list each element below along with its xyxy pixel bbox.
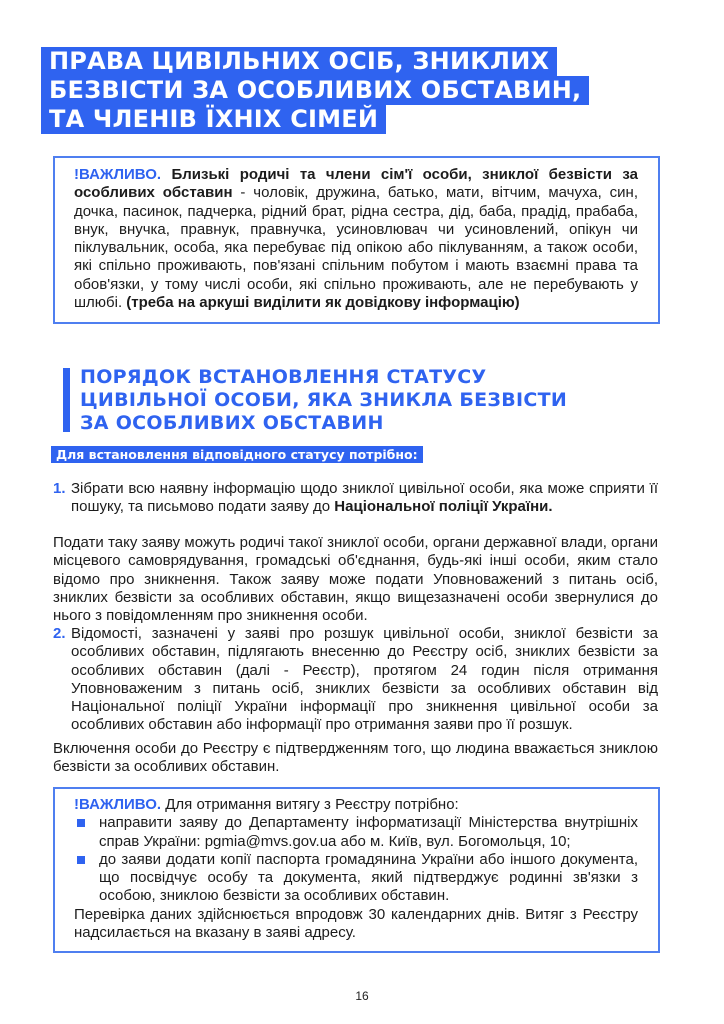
page-title: [41, 47, 589, 134]
notice-extract-footer: Перевірка даних здійснюється впродовж 30 календарних днів. Витяг з Реєстру надсилається на вказану в заяві адресу.: [74, 905, 638, 942]
bullet-square-icon: [77, 819, 85, 827]
page-title-line-1: ПРАВА ЦИВІЛЬНИХ ОСІБ, ЗНИКЛИХ: [41, 47, 557, 76]
numbered-item: [53, 480, 658, 517]
notice-family-text: [74, 166, 638, 312]
important-notice-family: [53, 156, 660, 324]
bullet-square-icon: [77, 856, 85, 864]
bullet-item: [74, 814, 638, 851]
notice-extract-intro-text: Для отримання витягу з Реєстру потрібно:: [161, 796, 459, 813]
step-text: Відомості, зазначені у заяві про розшук цивільної особи, зниклої безвісти за особливих обставин, підлягають внесенню до Реєстру осіб, зниклих безвісти за особливих обставин (далі - Реєстр), протягом 24 годин після отримання Уповноваженим з питань осіб, зниклих безвісти за особливих обставин від Національної поліції України інформації про зникнення цивільної особи за особливих обставин або інформації про отримання заяви про її розшук.: [71, 625, 658, 734]
bullet-text: направити заяву до Департаменту інформатизації Міністерства внутрішніх справ України: pgmia@mvs.gov.ua або м. Київ, вул. Богомольця, 10;: [99, 814, 638, 850]
bullet-item: [74, 851, 638, 906]
important-label: !ВАЖЛИВО.: [74, 166, 162, 183]
notice-family-note: (треба на аркуші виділити як довідкову інформацію): [126, 294, 520, 312]
page-number: 16: [355, 989, 369, 1003]
page-title-line-2: БЕЗВІСТИ ЗА ОСОБЛИВИХ ОБСТАВИН,: [41, 76, 589, 105]
paragraph-applicants: Подати таку заяву можуть родичі такої зниклої особи, органи державної влади, органи місцевого самоврядування, громадські об'єднання, будь-які інші особи, яким стало відомо про зникнення. Також заяву може подати Уповноважений з питань осіб, зниклих безвісти за особливих обставин, якщо вищезазначені особи звернулися до нього з повідомленням про зникнення особи.: [53, 534, 658, 625]
notice-family-bold-intro: Близькі родичі та члени сім'ї особи, зниклої безвісти за особливих обставин: [74, 166, 638, 202]
step-text: Зібрати всю наявну інформацію щодо зниклої цивільної особи, яка може сприяти її пошуку, та письмово подати заяву до: [71, 480, 658, 516]
notice-family-body: - чоловік, дружина, батько, мати, вітчим, мачуха, син, дочка, пасинок, падчерка, рідний брат, рідна сестра, дід, баба, прадід, прабаба, внук, внучка, правнук, правнучка, усиновлювач чи усиновлений, опікун чи піклувальник, особа, яка перебуває під опікою або піклуванням, а також особи, які спільно проживають, пов'язані спільним побутом і мають взаємні права та обов'язки, у тому числі особи, які спільно проживають, але не перебувають у шлюбі.: [74, 184, 638, 312]
important-label: !ВАЖЛИВО.: [74, 796, 162, 813]
section-title: ПОРЯДОК ВСТАНОВЛЕННЯ СТАТУСУ ЦИВІЛЬНОЇ ОСОБИ, ЯКА ЗНИКЛА БЕЗВІСТИ ЗА ОСОБЛИВИХ ОБСТАВИН: [80, 366, 568, 434]
important-notice-extract: [53, 787, 660, 953]
numbered-item: [53, 625, 658, 735]
page-title-line-3: ТА ЧЛЕНІВ ЇХНІХ СІМЕЙ: [41, 105, 386, 134]
paragraph-registry-inclusion: Включення особи до Реєстру є підтвердженням того, що людина вважається зниклою безвісти за особливих обставин.: [53, 740, 658, 776]
step-number: 1.: [53, 480, 66, 497]
step-2: [53, 625, 658, 735]
notice-extract-intro: [74, 796, 638, 814]
bullet-text: до заяви додати копії паспорта громадянина України або іншого документа, що посвідчує особу та документа, який підтверджує родинні зв'язки з особою, зниклою безвісти за особливих обставин.: [99, 850, 638, 905]
step-bold-text: Національної поліції України.: [334, 498, 553, 516]
section-subheading: Для встановлення відповідного статусу потрібно:: [51, 446, 423, 463]
step-1: [53, 480, 658, 517]
section-accent-bar: [63, 368, 70, 432]
step-number: 2.: [53, 625, 66, 642]
